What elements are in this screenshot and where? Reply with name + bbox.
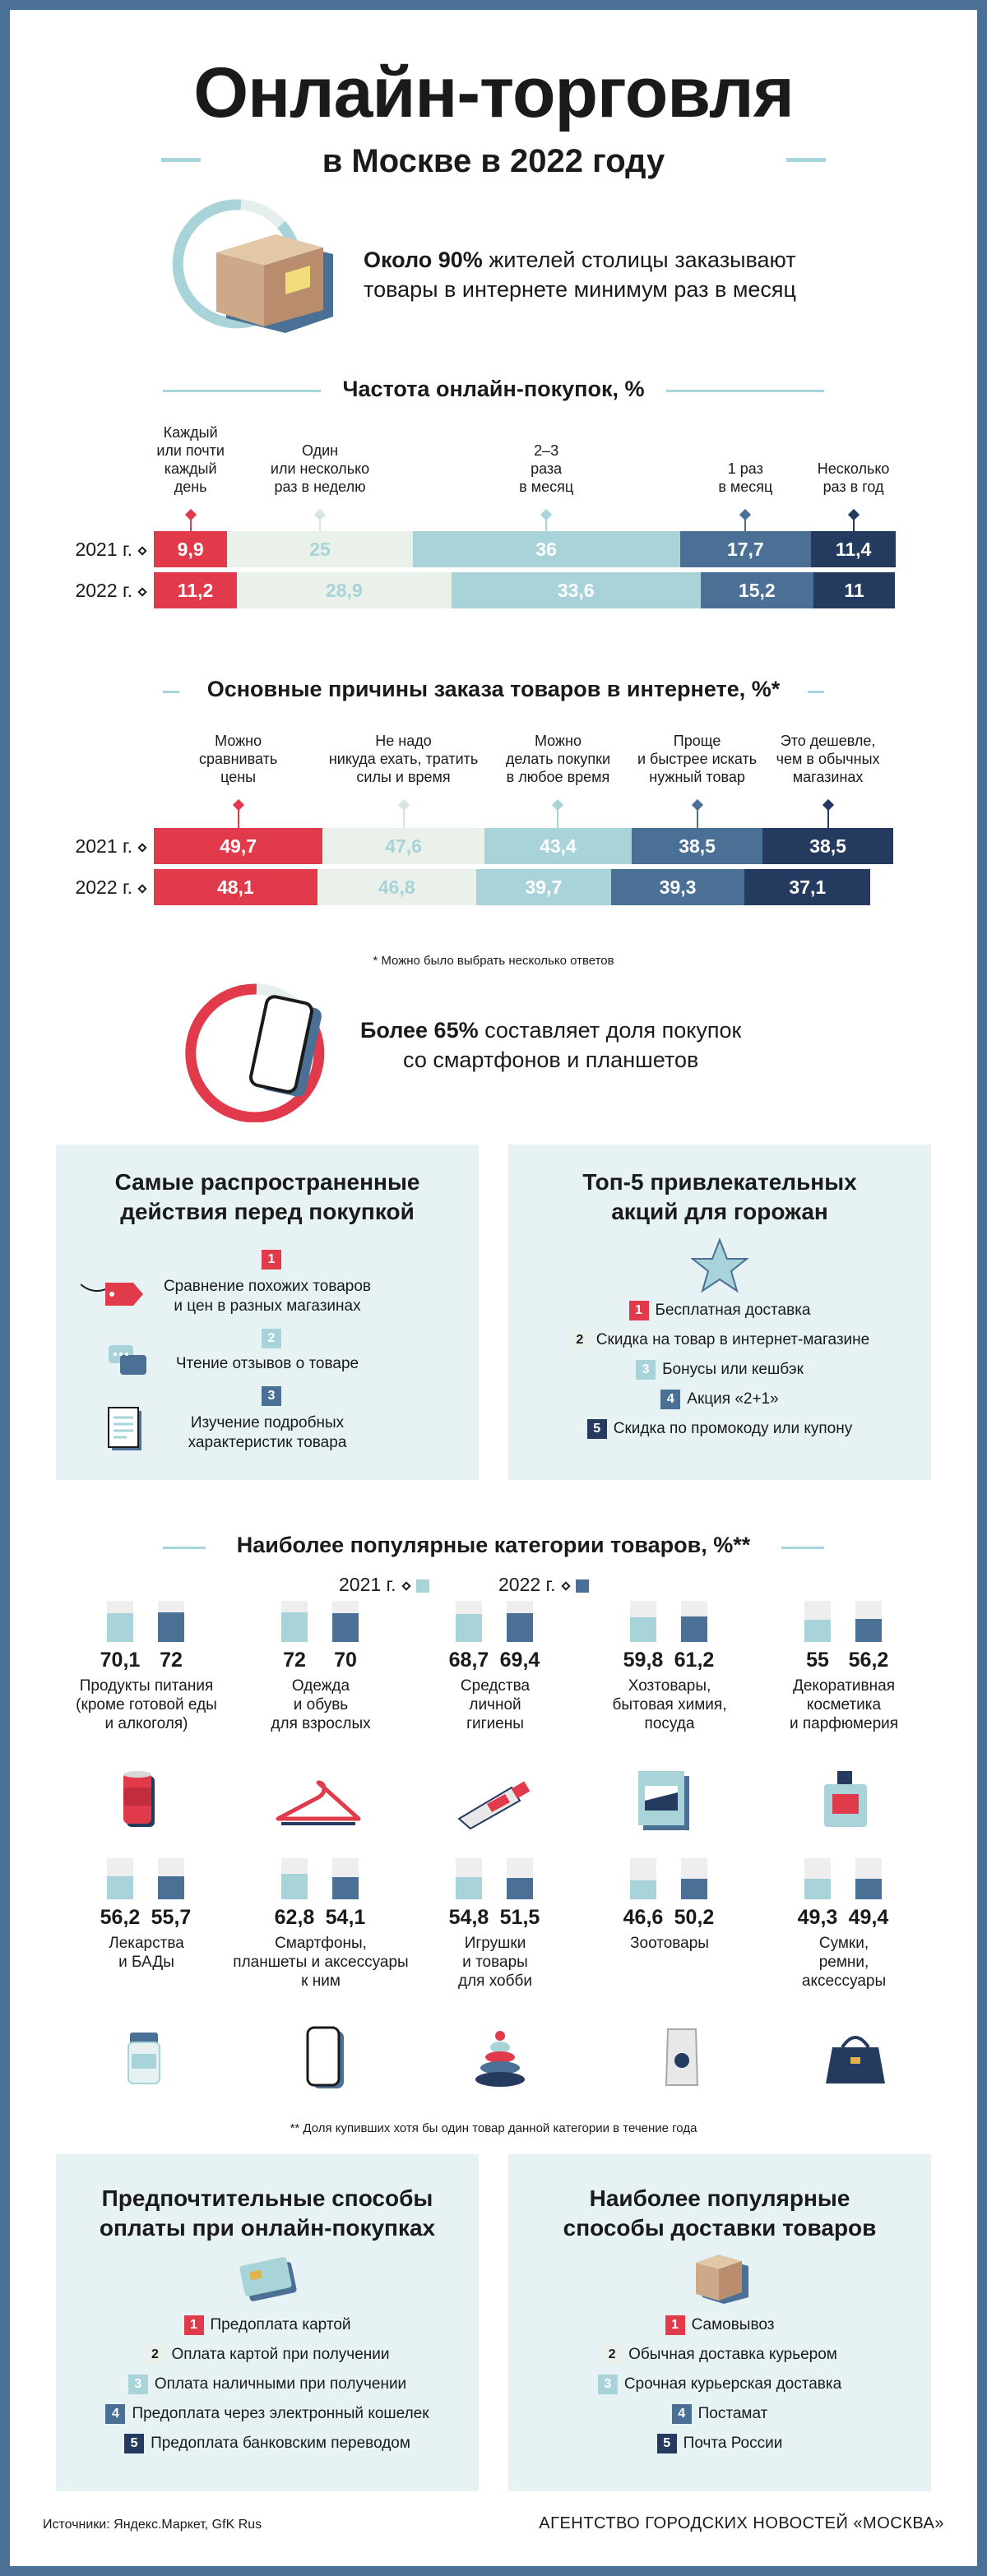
pet-food-icon (661, 2024, 702, 2090)
category-label-line: день (174, 479, 207, 495)
promo-item-label: Скидка на товар в интернет-магазине (595, 1331, 870, 1349)
bar-2021 (281, 1612, 308, 1642)
actions-item-3-num (262, 1386, 288, 1406)
category-name-line: и алкоголя) (104, 1715, 188, 1732)
delivery-item-label: Самовывоз (691, 2316, 775, 2334)
bar-segment: 11 (813, 572, 895, 608)
bar-segment: 15,2 (701, 572, 813, 608)
category-label-line: в любое время (506, 769, 610, 785)
delivery-panel (508, 2154, 931, 2491)
delivery-item-3 (508, 2375, 931, 2394)
category-name (630, 1934, 709, 1953)
bar-segment: 11,4 (811, 531, 896, 567)
category-label-line: каждый (164, 460, 217, 477)
reasons-chart-title: Основные причины заказа товаров в интернете, %* (206, 677, 781, 701)
category-label-line: никуда ехать, тратить (328, 751, 479, 767)
delivery-item-label: Почта России (683, 2435, 783, 2453)
sec3-line-right (781, 1547, 824, 1549)
category-label (271, 442, 369, 496)
payment-panel (56, 2154, 479, 2491)
intro1-bold: Около 90% (364, 247, 483, 272)
intro1-text2: товары в интернете минимум раз в месяц (364, 277, 796, 302)
category-name-line: (кроме готовой еды (76, 1696, 217, 1713)
category-name-line: для хобби (458, 1972, 532, 1990)
num-badge: 2 (570, 1330, 590, 1350)
category-label-line: Это дешевле, (780, 733, 876, 749)
promo-item-label: Бесплатная доставка (655, 1302, 811, 1320)
category-pin-dot (314, 509, 326, 520)
num-badge: 5 (657, 2434, 677, 2453)
bar-value-label: 70,1 (100, 1649, 141, 1672)
smartphone-icon (166, 983, 364, 1122)
category-label-line: или несколько (270, 460, 370, 477)
bar-2021 (456, 1877, 482, 1899)
row-diamond (137, 587, 146, 596)
bar-2021 (281, 1874, 308, 1899)
sec1-line-right (666, 390, 824, 392)
delivery-item-label: Постамат (697, 2405, 768, 2423)
category-label-line: сравнивать (199, 751, 278, 767)
pill-jar-icon (125, 2029, 166, 2087)
bar-value-label: 51,5 (499, 1906, 540, 1929)
categories-chart-title: Наиболее популярные категории товаров, %** (236, 1533, 751, 1557)
category-name-line: Лекарства (109, 1935, 184, 1952)
bar-2022 (158, 1612, 184, 1642)
category-name-line: посуда (644, 1715, 695, 1732)
num-badge: 3 (598, 2375, 618, 2394)
payment-panel-title (56, 2184, 479, 2243)
reasons-footnote: * Можно было выбрать несколько ответов (373, 954, 614, 968)
category-name (458, 1934, 532, 1991)
bar-2022 (855, 1619, 882, 1642)
category-label (818, 460, 890, 496)
category-label-line: в месяц (718, 479, 773, 495)
bar-segment: 47,6 (322, 828, 484, 864)
bar-value-label: 49,4 (848, 1906, 889, 1929)
categories-footnote: ** Доля купивших хотя бы один товар данной категории в течение года (290, 2121, 697, 2135)
bar-value-label: 61,2 (674, 1649, 715, 1672)
num-badge: 1 (665, 2315, 685, 2335)
delivery-panel-title (508, 2184, 931, 2243)
page-subtitle: в Москве в 2022 году (322, 143, 665, 179)
category-name-line: и обувь (293, 1696, 349, 1713)
categories-legend-2022 (498, 1574, 589, 1596)
num-badge: 5 (124, 2434, 144, 2453)
category-name-line: личной (469, 1696, 521, 1713)
category-name-line: Продукты питания (79, 1677, 214, 1695)
actions-title-line2: действия перед покупкой (120, 1199, 415, 1224)
payment-item-label: Предоплата банковским переводом (151, 2435, 410, 2453)
bar-2021 (804, 1620, 831, 1643)
category-name-line: планшеты и аксессуары (233, 1954, 409, 1971)
bar-segment: 39,3 (611, 869, 744, 905)
category-pin-dot (540, 509, 552, 520)
delivery-item-label: Обычная доставка курьером (628, 2346, 837, 2364)
payment-item-label: Оплата картой при получении (171, 2346, 390, 2364)
delivery-item-label: Срочная курьерская доставка (623, 2375, 842, 2393)
category-label-line: чем в обычных (776, 751, 880, 767)
bar-value-label: 72 (283, 1649, 306, 1672)
bar-2022 (158, 1876, 184, 1899)
category-label-line: и быстрее искать (637, 751, 758, 767)
star-icon (691, 1237, 748, 1294)
category-name-line: бытовая химия, (612, 1696, 727, 1713)
category-label-line: нужный товар (649, 769, 745, 785)
footer-source: Источники: Яндекс.Маркет, GfK Rus (43, 2518, 262, 2532)
category-pin-dot (552, 799, 563, 811)
promo-title-line2: акций для горожан (611, 1199, 828, 1224)
category-label-line: 1 раз (727, 460, 763, 477)
category-name-line: Одежда (291, 1677, 350, 1695)
bar-segment: 43,4 (484, 828, 632, 864)
bar-segment: 38,5 (632, 828, 762, 864)
bar-value-label: 49,3 (797, 1906, 838, 1929)
bar-value-label: 56,2 (848, 1649, 889, 1672)
bar-2021 (630, 1880, 656, 1899)
promo-item-label: Скидка по промокоду или купону (613, 1420, 853, 1438)
num-badge: 5 (587, 1419, 607, 1439)
delivery-item-1 (508, 2315, 931, 2335)
actions-item-1-line2: и цен в разных магазинах (174, 1297, 361, 1315)
bar-segment: 33,6 (452, 572, 701, 608)
frequency-chart-title: Частота онлайн-покупок, % (342, 377, 645, 401)
category-name-line: Средства (460, 1677, 531, 1695)
payment-item-2 (56, 2345, 479, 2365)
promo-panel-title (508, 1168, 931, 1227)
bar-2021 (107, 1876, 133, 1899)
category-label-line: Не надо (375, 733, 432, 749)
bar-value-label: 46,6 (623, 1906, 664, 1929)
actions-item-1-num (262, 1250, 288, 1270)
legend-diamond (401, 1581, 410, 1590)
sec2-line-left (163, 691, 179, 693)
category-name (802, 1934, 886, 1991)
category-name (271, 1676, 370, 1733)
category-name-line: косметика (806, 1696, 882, 1713)
bar-segment: 28,9 (237, 572, 452, 608)
bar-segment: 17,7 (680, 531, 812, 567)
num-badge: 2 (262, 1329, 281, 1348)
row-diamond (137, 546, 146, 555)
category-label-line: или почти (156, 442, 225, 459)
category-name (613, 1676, 727, 1733)
row-diamond (137, 884, 146, 893)
bar-segment: 25 (227, 531, 413, 567)
category-name-line: аксессуары (801, 1972, 887, 1990)
sec2-line-right (808, 691, 824, 693)
intro2-bold: Более 65% (360, 1018, 479, 1043)
series-row-label (39, 539, 146, 561)
num-badge: 2 (602, 2345, 622, 2365)
bar-value-label: 62,8 (274, 1906, 315, 1929)
smartphone-small-icon (304, 2026, 349, 2092)
actions-panel-title (56, 1168, 479, 1227)
num-badge: 1 (629, 1301, 649, 1320)
promo-title-line1: Топ-5 привлекательных (582, 1169, 857, 1195)
category-label-line: в месяц (519, 479, 574, 495)
category-label-line: цены (220, 769, 257, 785)
num-badge: 1 (262, 1250, 281, 1270)
bar-2022 (681, 1616, 707, 1642)
num-badge: 4 (660, 1390, 680, 1409)
bar-value-label: 50,2 (674, 1906, 715, 1929)
bar-segment: 9,9 (154, 531, 227, 567)
category-name (109, 1934, 184, 1972)
bar-2022 (855, 1879, 882, 1899)
legend-2022-label: 2022 г. (498, 1574, 556, 1595)
num-badge: 4 (672, 2404, 692, 2424)
category-label (156, 423, 225, 496)
bar-2022 (332, 1613, 359, 1642)
category-name-line: и товары (462, 1954, 528, 1971)
category-label-line: 2–3 (534, 442, 559, 459)
page-title: Онлайн-торговля (193, 53, 794, 132)
bar-value-label: 55,7 (151, 1906, 192, 1929)
card-icon (239, 2251, 301, 2304)
bar-segment: 38,5 (762, 828, 893, 864)
bar-segment: 11,2 (154, 572, 237, 608)
payment-title-line1: Предпочтительные способы (101, 2185, 433, 2211)
series-row-label (39, 580, 146, 602)
category-name-line: гигиены (466, 1715, 524, 1732)
num-badge: 1 (184, 2315, 204, 2335)
intro1-text1: жителей столицы заказывают (482, 247, 796, 272)
row-diamond (137, 843, 146, 852)
box-icon (137, 195, 368, 351)
box-small-icon (691, 2250, 753, 2307)
category-label-line: раз в год (822, 479, 884, 495)
payment-item-label: Предоплата картой (210, 2316, 351, 2334)
category-name-line: и парфюмерия (789, 1715, 899, 1732)
category-name-line: к ним (301, 1972, 341, 1990)
legend-diamond (561, 1581, 570, 1590)
category-name-line: Хозтовары, (628, 1677, 711, 1695)
num-badge: 2 (146, 2345, 165, 2365)
num-badge: 4 (105, 2404, 125, 2424)
actions-item-3-line2: характеристик товара (188, 1434, 347, 1451)
categories-legend-2021 (339, 1574, 429, 1596)
category-name-line: Игрушки (464, 1935, 526, 1952)
bar-2022 (681, 1879, 707, 1899)
num-badge: 3 (636, 1360, 656, 1380)
promo-item-label: Бонусы или кешбэк (662, 1361, 804, 1379)
bar-2022 (507, 1878, 533, 1899)
payment-item-label: Предоплата через электронный кошелек (132, 2405, 429, 2423)
series-name: 2021 г. (75, 835, 132, 857)
bar-value-label: 59,8 (623, 1649, 664, 1672)
hanger-icon (273, 1778, 364, 1827)
series-name: 2022 г. (75, 876, 132, 898)
bar-value-label: 68,7 (448, 1649, 489, 1672)
legend-2022-swatch (576, 1579, 589, 1593)
intro2-text2: со смартфонов и планшетов (403, 1048, 699, 1072)
bar-value-label: 72 (160, 1649, 183, 1672)
bar-segment: 48,1 (154, 869, 317, 905)
bar-value-label: 54,1 (325, 1906, 366, 1929)
category-label-line: силы и время (356, 769, 451, 785)
category-label (506, 732, 610, 786)
category-name (233, 1934, 408, 1991)
actions-item-1-line1: Сравнение похожих товаров (163, 1278, 372, 1295)
payment-item-5 (56, 2434, 479, 2453)
bar-2021 (804, 1879, 831, 1899)
category-label (329, 732, 478, 786)
category-label-line: Можно (534, 733, 582, 749)
delivery-title-line1: Наиболее популярные (589, 2185, 850, 2211)
bar-value-label: 55 (806, 1649, 829, 1672)
category-label (718, 460, 772, 496)
can-icon (120, 1771, 161, 1830)
bar-segment: 39,7 (476, 869, 611, 905)
category-name-line: ремни, (818, 1954, 869, 1971)
bar-segment: 46,8 (317, 869, 476, 905)
category-name-line: Декоративная (792, 1677, 895, 1695)
category-pin-dot (739, 509, 751, 520)
payment-item-3 (56, 2375, 479, 2394)
legend-2021-swatch (416, 1579, 429, 1593)
category-pin-dot (692, 799, 703, 811)
category-label (637, 732, 757, 786)
promo-item-2 (508, 1330, 931, 1350)
num-badge: 3 (262, 1386, 281, 1406)
category-pin-dot (822, 799, 834, 811)
bar-2022 (507, 1613, 533, 1642)
category-name (790, 1676, 898, 1733)
category-name-line: и БАДы (118, 1954, 174, 1971)
bar-value-label: 70 (334, 1649, 357, 1672)
category-pin-dot (848, 509, 860, 520)
category-label-line: Один (301, 442, 339, 459)
intro2-text1: составляет доля покупок (478, 1018, 742, 1043)
bar-segment: 49,7 (154, 828, 322, 864)
actions-item-2-num (262, 1329, 288, 1348)
category-label-line: раз в неделю (274, 479, 366, 495)
category-label-line: магазинах (792, 769, 864, 785)
bar-value-label: 69,4 (499, 1649, 540, 1672)
payment-item-4 (56, 2404, 479, 2424)
detergent-icon (635, 1768, 693, 1834)
intro-text-2 (360, 1015, 741, 1075)
category-label-line: Каждый (163, 424, 218, 441)
category-pin-dot (397, 799, 409, 811)
series-name: 2022 г. (75, 580, 132, 601)
category-label-line: Можно (215, 733, 262, 749)
category-name (461, 1676, 530, 1733)
num-badge: 3 (128, 2375, 148, 2394)
promo-item-5 (508, 1419, 931, 1439)
actions-panel (56, 1145, 479, 1480)
perfume-icon (819, 1768, 872, 1834)
category-label (199, 732, 277, 786)
bar-2021 (630, 1617, 656, 1642)
series-name: 2021 г. (75, 539, 132, 560)
category-label-line: раза (531, 460, 563, 477)
category-label (519, 442, 573, 496)
category-label-line: Проще (673, 733, 721, 749)
category-name-line: Смартфоны, (275, 1935, 367, 1952)
bar-2022 (332, 1877, 359, 1899)
series-row-label (39, 835, 146, 858)
title-accent-right (786, 158, 826, 162)
promo-item-label: Акция «2+1» (687, 1390, 779, 1408)
tube-icon (454, 1778, 536, 1830)
category-name-line: для взрослых (271, 1715, 371, 1732)
sec1-line-left (163, 390, 321, 392)
intro-text-1 (364, 245, 796, 304)
bar-value-label: 54,8 (448, 1906, 489, 1929)
stacking-toy-icon (474, 2029, 526, 2090)
legend-2021-label: 2021 г. (339, 1574, 396, 1595)
bar-2021 (456, 1614, 482, 1642)
category-name-line: Зоотовары (630, 1935, 709, 1952)
actions-item-3-line1: Изучение подробных (190, 1414, 345, 1431)
actions-title-line1: Самые распространенные (114, 1169, 420, 1195)
series-row-label (39, 876, 146, 899)
payment-item-1 (56, 2315, 479, 2335)
category-name (76, 1676, 217, 1733)
delivery-item-2 (508, 2345, 931, 2365)
promo-item-1 (508, 1301, 931, 1320)
handbag-icon (822, 2028, 888, 2087)
delivery-title-line2: способы доставки товаров (563, 2215, 877, 2241)
bar-segment: 37,1 (744, 869, 870, 905)
category-label-line: делать покупки (505, 751, 611, 767)
payment-title-line2: оплаты при онлайн-покупках (99, 2215, 436, 2241)
bar-segment: 36 (413, 531, 680, 567)
category-pin-dot (185, 509, 197, 520)
delivery-item-5 (508, 2434, 931, 2453)
promo-item-4 (508, 1390, 931, 1409)
actions-item-2-line1: Чтение отзывов о товаре (175, 1355, 359, 1372)
bar-value-label: 56,2 (100, 1906, 141, 1929)
payment-item-label: Оплата наличными при получении (154, 2375, 407, 2393)
infographic-sheet (10, 10, 977, 2566)
category-name-line: Сумки, (818, 1935, 869, 1952)
category-pin-dot (233, 799, 244, 811)
category-label (776, 732, 880, 786)
bar-2021 (107, 1613, 133, 1642)
footer-agency: АГЕНТСТВО ГОРОДСКИХ НОВОСТЕЙ «МОСКВА» (539, 2514, 944, 2532)
sec3-line-left (163, 1547, 206, 1549)
promo-panel (508, 1145, 931, 1480)
promo-item-3 (508, 1360, 931, 1380)
delivery-item-4 (508, 2404, 931, 2424)
category-label-line: Несколько (817, 460, 890, 477)
